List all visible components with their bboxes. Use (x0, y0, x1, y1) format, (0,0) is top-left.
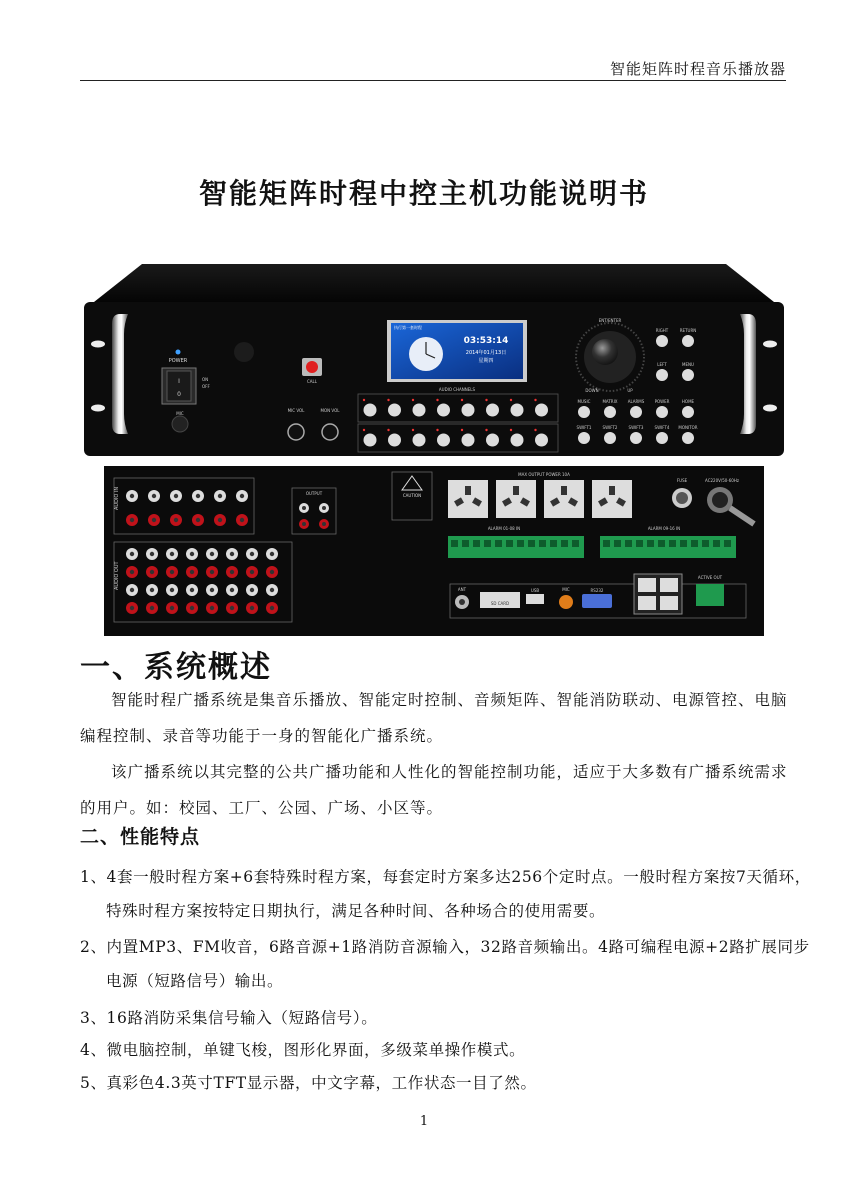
audio-out-jack-core (250, 570, 254, 574)
function-button (682, 432, 694, 444)
audio-in-jack-core (240, 518, 244, 522)
off-label: OFF (202, 384, 210, 389)
terminal-screw (669, 540, 676, 547)
terminal-screw (691, 540, 698, 547)
channel-button (437, 404, 450, 417)
channel-led (387, 429, 389, 431)
channel-led (436, 399, 438, 401)
terminal-screw (603, 540, 610, 547)
audio-out-jack-core (170, 552, 174, 556)
channel-button (364, 404, 377, 417)
audio-out-jack-core (190, 570, 194, 574)
channel-button (437, 434, 450, 447)
audio-out-jack-core (190, 552, 194, 556)
audio-out-jack-core (210, 552, 214, 556)
terminal-screw (572, 540, 579, 547)
terminal-screw (561, 540, 568, 547)
alarm1-label: ALARM 01-08 IN (487, 526, 521, 531)
feature-item-3: 3、16路消防采集信号输入（短路信号）。 (80, 1009, 378, 1027)
audio-out-jack-core (230, 570, 234, 574)
channel-button (413, 404, 426, 417)
audio-out-jack-core (250, 606, 254, 610)
terminal-screw (473, 540, 480, 547)
audio-in-jack-core (196, 494, 200, 498)
terminal-screw (550, 540, 557, 547)
document-title: 智能矩阵时程中控主机功能说明书 (198, 177, 649, 210)
screen-time: 03:53:14 (463, 336, 509, 346)
terminal-screw (451, 540, 458, 547)
feature-item-1: 1、4套一般时程方案+6套特殊时程方案，每套定时方案多达256个定时点。一般时程方案按7天循环，特殊时程方案按特定日期执行，满足各种时间、各种场合的使用需要。 (80, 868, 811, 920)
audio-out-jack-core (190, 588, 194, 592)
alarm2-label: ALARM 09-16 IN (647, 526, 681, 531)
power-socket (592, 480, 632, 518)
call-label: CALL (307, 379, 317, 384)
function-button (604, 406, 616, 418)
terminal-screw (658, 540, 665, 547)
function-button-label: SWIFT1 (576, 425, 592, 430)
terminal-screw (724, 540, 731, 547)
function-button (656, 406, 668, 418)
audio-out-jack-core (230, 552, 234, 556)
output-label: OUTPUT (305, 491, 323, 496)
active-out-label: ACTIVE OUT (697, 575, 723, 580)
terminal-screw (647, 540, 654, 547)
terminal-screw (702, 540, 709, 547)
terminal-screw (614, 540, 621, 547)
channel-led (485, 429, 487, 431)
usb-label: USB (530, 588, 540, 593)
channel-button (486, 434, 499, 447)
audio-in-jack-core (240, 494, 244, 498)
max-output-label: MAX OUTPUT POWER 10A (518, 472, 570, 477)
audio-out-jack-core (150, 588, 154, 592)
socket-pin (513, 486, 519, 495)
channel-led (436, 429, 438, 431)
rs232-label: RS232 (590, 588, 604, 593)
audio-in-jack-core (174, 518, 178, 522)
audio-out-jack-core (270, 552, 274, 556)
screen-status: 执行第一套时程 (394, 325, 422, 330)
terminal-screw (484, 540, 491, 547)
audio-in-jack-core (152, 518, 156, 522)
terminal-screw (625, 540, 632, 547)
channel-led (485, 399, 487, 401)
audio-out-jack-core (270, 570, 274, 574)
audio-out-jack-core (230, 588, 234, 592)
audio-in-jack-core (218, 518, 222, 522)
channel-led (510, 399, 512, 401)
on-label: ON (202, 377, 209, 382)
channel-led (534, 399, 536, 401)
rear-panel-image (104, 466, 764, 636)
channel-button (462, 404, 475, 417)
channel-led (363, 399, 365, 401)
audio-out-jack-core (170, 588, 174, 592)
terminal-screw (495, 540, 502, 547)
feature-item-4: 4、微电脑控制，单键飞梭，图形化界面，多级菜单操作模式。 (80, 1041, 526, 1059)
front-panel-image (84, 262, 784, 458)
audio-out-jack-core (130, 570, 134, 574)
ac-label: AC220V/50-60Hz (705, 478, 739, 483)
terminal-screw (636, 540, 643, 547)
terminal-screw (539, 540, 546, 547)
function-button (682, 406, 694, 418)
audio-in-jack-core (174, 494, 178, 498)
socket-pin (609, 486, 615, 495)
channel-button (511, 434, 524, 447)
socket-pin (561, 486, 567, 495)
audio-out-jack-core (130, 588, 134, 592)
audio-out-jack-core (250, 588, 254, 592)
terminal-screw (517, 540, 524, 547)
function-button-label: SWIFT2 (602, 425, 618, 430)
audio-out-jack-core (210, 606, 214, 610)
audio-channels-label: AUDIO CHANNELS (438, 387, 476, 392)
channel-button (462, 434, 475, 447)
audio-in-jack-core (196, 518, 200, 522)
channel-led (412, 399, 414, 401)
channel-button (388, 434, 401, 447)
audio-in-jack-core (130, 494, 134, 498)
mon-vol-label: MON VOL (320, 408, 340, 413)
up-label: UP (627, 388, 633, 393)
screen-date: 2014年01月13日 (465, 350, 507, 356)
audio-in-label: AUDIO IN (114, 486, 120, 510)
mic-vol-label: MIC VOL (287, 408, 305, 413)
audio-in-jack-core (218, 494, 222, 498)
channel-led (461, 429, 463, 431)
mic-label: MIC (176, 411, 184, 416)
audio-out-jack-core (170, 570, 174, 574)
section2-heading: 二、性能特点 (80, 826, 201, 848)
channel-button (535, 434, 548, 447)
channel-button (413, 434, 426, 447)
section1-paragraph-1: 智能时程广播系统是集音乐播放、智能定时控制、音频矩阵、智能消防联动、电源管控、电脑编程控制、录音等功能于一身的智能化广播系统。 (80, 691, 788, 745)
svg-text:0: 0 (177, 391, 181, 398)
terminal-screw (506, 540, 513, 547)
audio-out-jack-core (150, 552, 154, 556)
running-header: 智能矩阵时程音乐播放器 (609, 60, 786, 78)
audio-out-jack-core (150, 606, 154, 610)
channel-button (388, 404, 401, 417)
channel-led (387, 399, 389, 401)
audio-out-jack-core (150, 570, 154, 574)
channel-led (412, 429, 414, 431)
channel-button (364, 434, 377, 447)
down-label: DOWN (585, 388, 599, 393)
nav-right-label: RIGHT (655, 328, 669, 333)
channel-button (511, 404, 524, 417)
function-button (630, 432, 642, 444)
function-button-label: MUSIC (577, 399, 591, 404)
audio-out-jack-core (190, 606, 194, 610)
feature-item-5: 5、真彩色4.3英寸TFT显示器，中文字幕，工作状态一目了然。 (80, 1074, 537, 1092)
function-button-label: SWIFT3 (628, 425, 644, 430)
fuse-label: FUSE (676, 478, 688, 483)
section1-heading: 一、系统概述 (80, 650, 272, 685)
audio-out-jack-core (130, 606, 134, 610)
terminal-screw (462, 540, 469, 547)
function-button-label: MATRIX (602, 399, 618, 404)
audio-out-jack-core (270, 588, 274, 592)
function-button (578, 432, 590, 444)
caution-label: CAUTION (402, 493, 422, 498)
channel-led (534, 429, 536, 431)
screen-weekday: 星期四 (478, 358, 494, 364)
function-button-label: HOME (681, 399, 695, 404)
channel-led (363, 429, 365, 431)
audio-out-jack-core (270, 606, 274, 610)
terminal-screw (713, 540, 720, 547)
nav-return-label: RETURN (679, 328, 697, 333)
audio-out-jack-core (210, 570, 214, 574)
audio-out-label: AUDIO OUT (114, 561, 120, 590)
function-button-label: POWER (654, 399, 670, 404)
feature-item-2: 2、内置MP3、FM收音，6路音源+1路消防音源输入，32路音频输出。4路可编程电源+2路扩展同步电源（短路信号）输出。 (80, 938, 810, 990)
function-button (578, 406, 590, 418)
channel-button (535, 404, 548, 417)
audio-out-jack-core (210, 588, 214, 592)
function-button (630, 406, 642, 418)
section1-paragraph-2: 该广播系统以其完整的公共广播功能和人性化的智能控制功能，适应于大多数有广播系统需求的用户。如：校园、工厂、公园、广场、小区等。 (80, 763, 788, 817)
header-rule (80, 80, 786, 81)
rear-mic-label: MIC (562, 587, 570, 592)
function-button-label: MONITOR (678, 425, 698, 430)
audio-out-jack-core (230, 606, 234, 610)
power-label: POWER (168, 358, 188, 364)
audio-out-jack-core (130, 552, 134, 556)
terminal-screw (680, 540, 687, 547)
nav-menu-label: MENU (682, 362, 694, 367)
terminal-screw (528, 540, 535, 547)
function-button (656, 432, 668, 444)
power-socket (544, 480, 584, 518)
power-socket (496, 480, 536, 518)
sd-label: SD CARD (490, 601, 510, 606)
page-number: 1 (419, 1114, 429, 1129)
function-button (604, 432, 616, 444)
channel-led (510, 429, 512, 431)
channel-led (461, 399, 463, 401)
function-button-label: ALARMS (627, 399, 645, 404)
nav-left-label: LEFT (657, 362, 667, 367)
function-button-label: SWIFT4 (654, 425, 670, 430)
audio-out-jack-core (250, 552, 254, 556)
ant-label: ANT (457, 587, 467, 592)
knob-label: ENT/ENTER (598, 318, 622, 323)
power-socket (448, 480, 488, 518)
audio-in-jack-core (152, 494, 156, 498)
audio-out-jack-core (170, 606, 174, 610)
svg-text:I: I (178, 378, 180, 385)
channel-button (486, 404, 499, 417)
socket-pin (465, 486, 471, 495)
audio-in-jack-core (130, 518, 134, 522)
